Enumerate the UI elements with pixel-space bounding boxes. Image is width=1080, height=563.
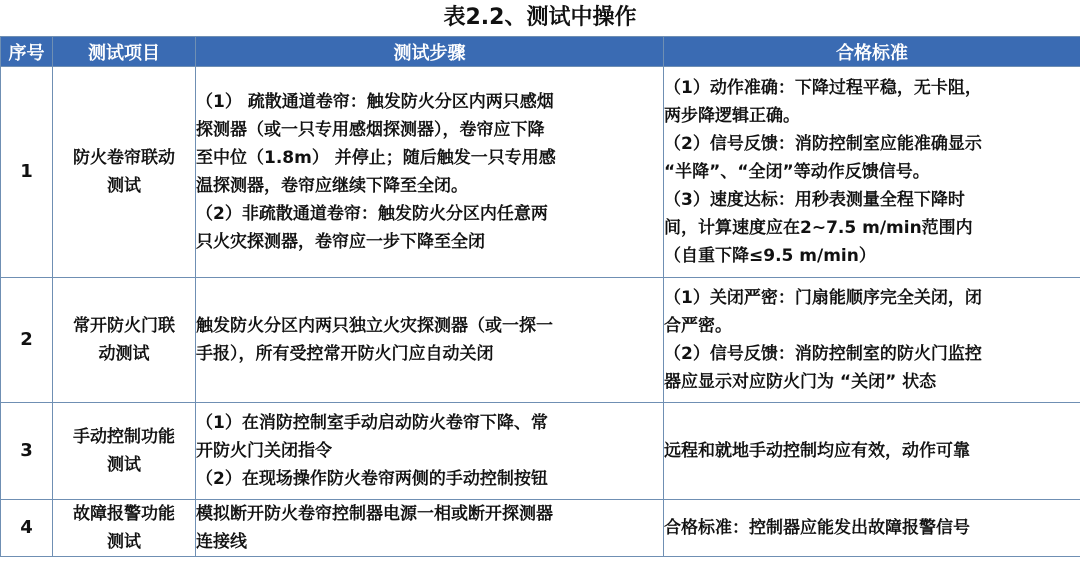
steps-line: （1）在消防控制室手动启动防火卷帘下降、常 [196,413,548,433]
item-line: 测试 [107,455,141,475]
steps-line: 开防火门关闭指令 [196,441,332,461]
steps-line: （1） 疏散通道卷帘：触发防火分区内两只感烟 [196,92,554,112]
criteria-line: （1）动作准确：下降过程平稳，无卡阻， [664,78,982,98]
table-row [1,278,1080,403]
steps-line: （2）在现场操作防火卷帘两侧的手动控制按钮 [196,469,548,489]
header-steps: 测试步骤 [196,37,664,67]
steps-line: 只火灾探测器，卷帘应一步下降至全闭 [196,232,485,252]
criteria-line: 远程和就地手动控制均应有效，动作可靠 [664,441,970,461]
table-row [1,500,1080,557]
table-row [1,67,1080,278]
item-line: 故障报警功能 [73,504,175,524]
row-index: 2 [1,278,53,403]
header-index: 序号 [1,37,53,67]
row-steps [196,67,664,278]
criteria-line: “半降”、“全闭”等动作反馈信号。 [664,162,930,182]
criteria-line: 合严密。 [664,316,732,336]
criteria-line: （1）关闭严密：门扇能顺序完全关闭，闭 [664,288,982,308]
item-line: 测试 [107,176,141,196]
steps-line: 模拟断开防火卷帘控制器电源一相或断开探测器 [196,504,553,524]
item-line: 防火卷帘联动 [73,148,175,168]
header-item: 测试项目 [53,37,196,67]
row-steps [196,278,664,403]
row-item [53,67,196,278]
criteria-line: （自重下降≤9.5 m/min） [664,246,876,266]
row-index: 4 [1,500,53,557]
row-index: 3 [1,403,53,500]
criteria-line: 间，计算速度应在2~7.5 m/min范围内 [664,218,973,238]
steps-line: 至中位（1.8m） 并停止；随后触发一只专用感 [196,148,556,168]
steps-line: 手报），所有受控常开防火门应自动关闭 [196,344,494,364]
criteria-line: （2）信号反馈：消防控制室的防火门监控 [664,344,982,364]
row-index: 1 [1,67,53,278]
criteria-line: 器应显示对应防火门为 “关闭” 状态 [664,372,937,392]
steps-line: 连接线 [196,532,247,552]
row-item [53,403,196,500]
header-criteria: 合格标准 [664,37,1080,67]
row-item [53,500,196,557]
row-steps [196,500,664,557]
criteria-line: 合格标准：控制器应能发出故障报警信号 [664,518,970,538]
steps-line: （2）非疏散通道卷帘：触发防火分区内任意两 [196,204,548,224]
steps-line: 触发防火分区内两只独立火灾探测器（或一探一 [196,316,553,336]
criteria-line: 两步降逻辑正确。 [664,106,800,126]
item-line: 常开防火门联 [73,316,175,336]
criteria-line: （3）速度达标：用秒表测量全程下降时 [664,190,965,210]
item-line: 测试 [107,532,141,552]
test-operations-table [0,36,1080,557]
steps-line: 探测器（或一只专用感烟探测器），卷帘应下降 [196,120,545,140]
item-line: 动测试 [98,344,150,364]
table-row [1,403,1080,500]
row-steps [196,403,664,500]
row-criteria [664,67,1080,278]
row-criteria [664,500,1080,557]
table-title: 表2.2、测试中操作 [443,5,637,30]
row-item [53,278,196,403]
item-line: 手动控制功能 [73,427,175,447]
row-criteria [664,403,1080,500]
row-criteria [664,278,1080,403]
criteria-line: （2）信号反馈：消防控制室应能准确显示 [664,134,982,154]
steps-line: 温探测器，卷帘应继续下降至全闭。 [196,176,468,196]
header-row [1,37,1080,67]
